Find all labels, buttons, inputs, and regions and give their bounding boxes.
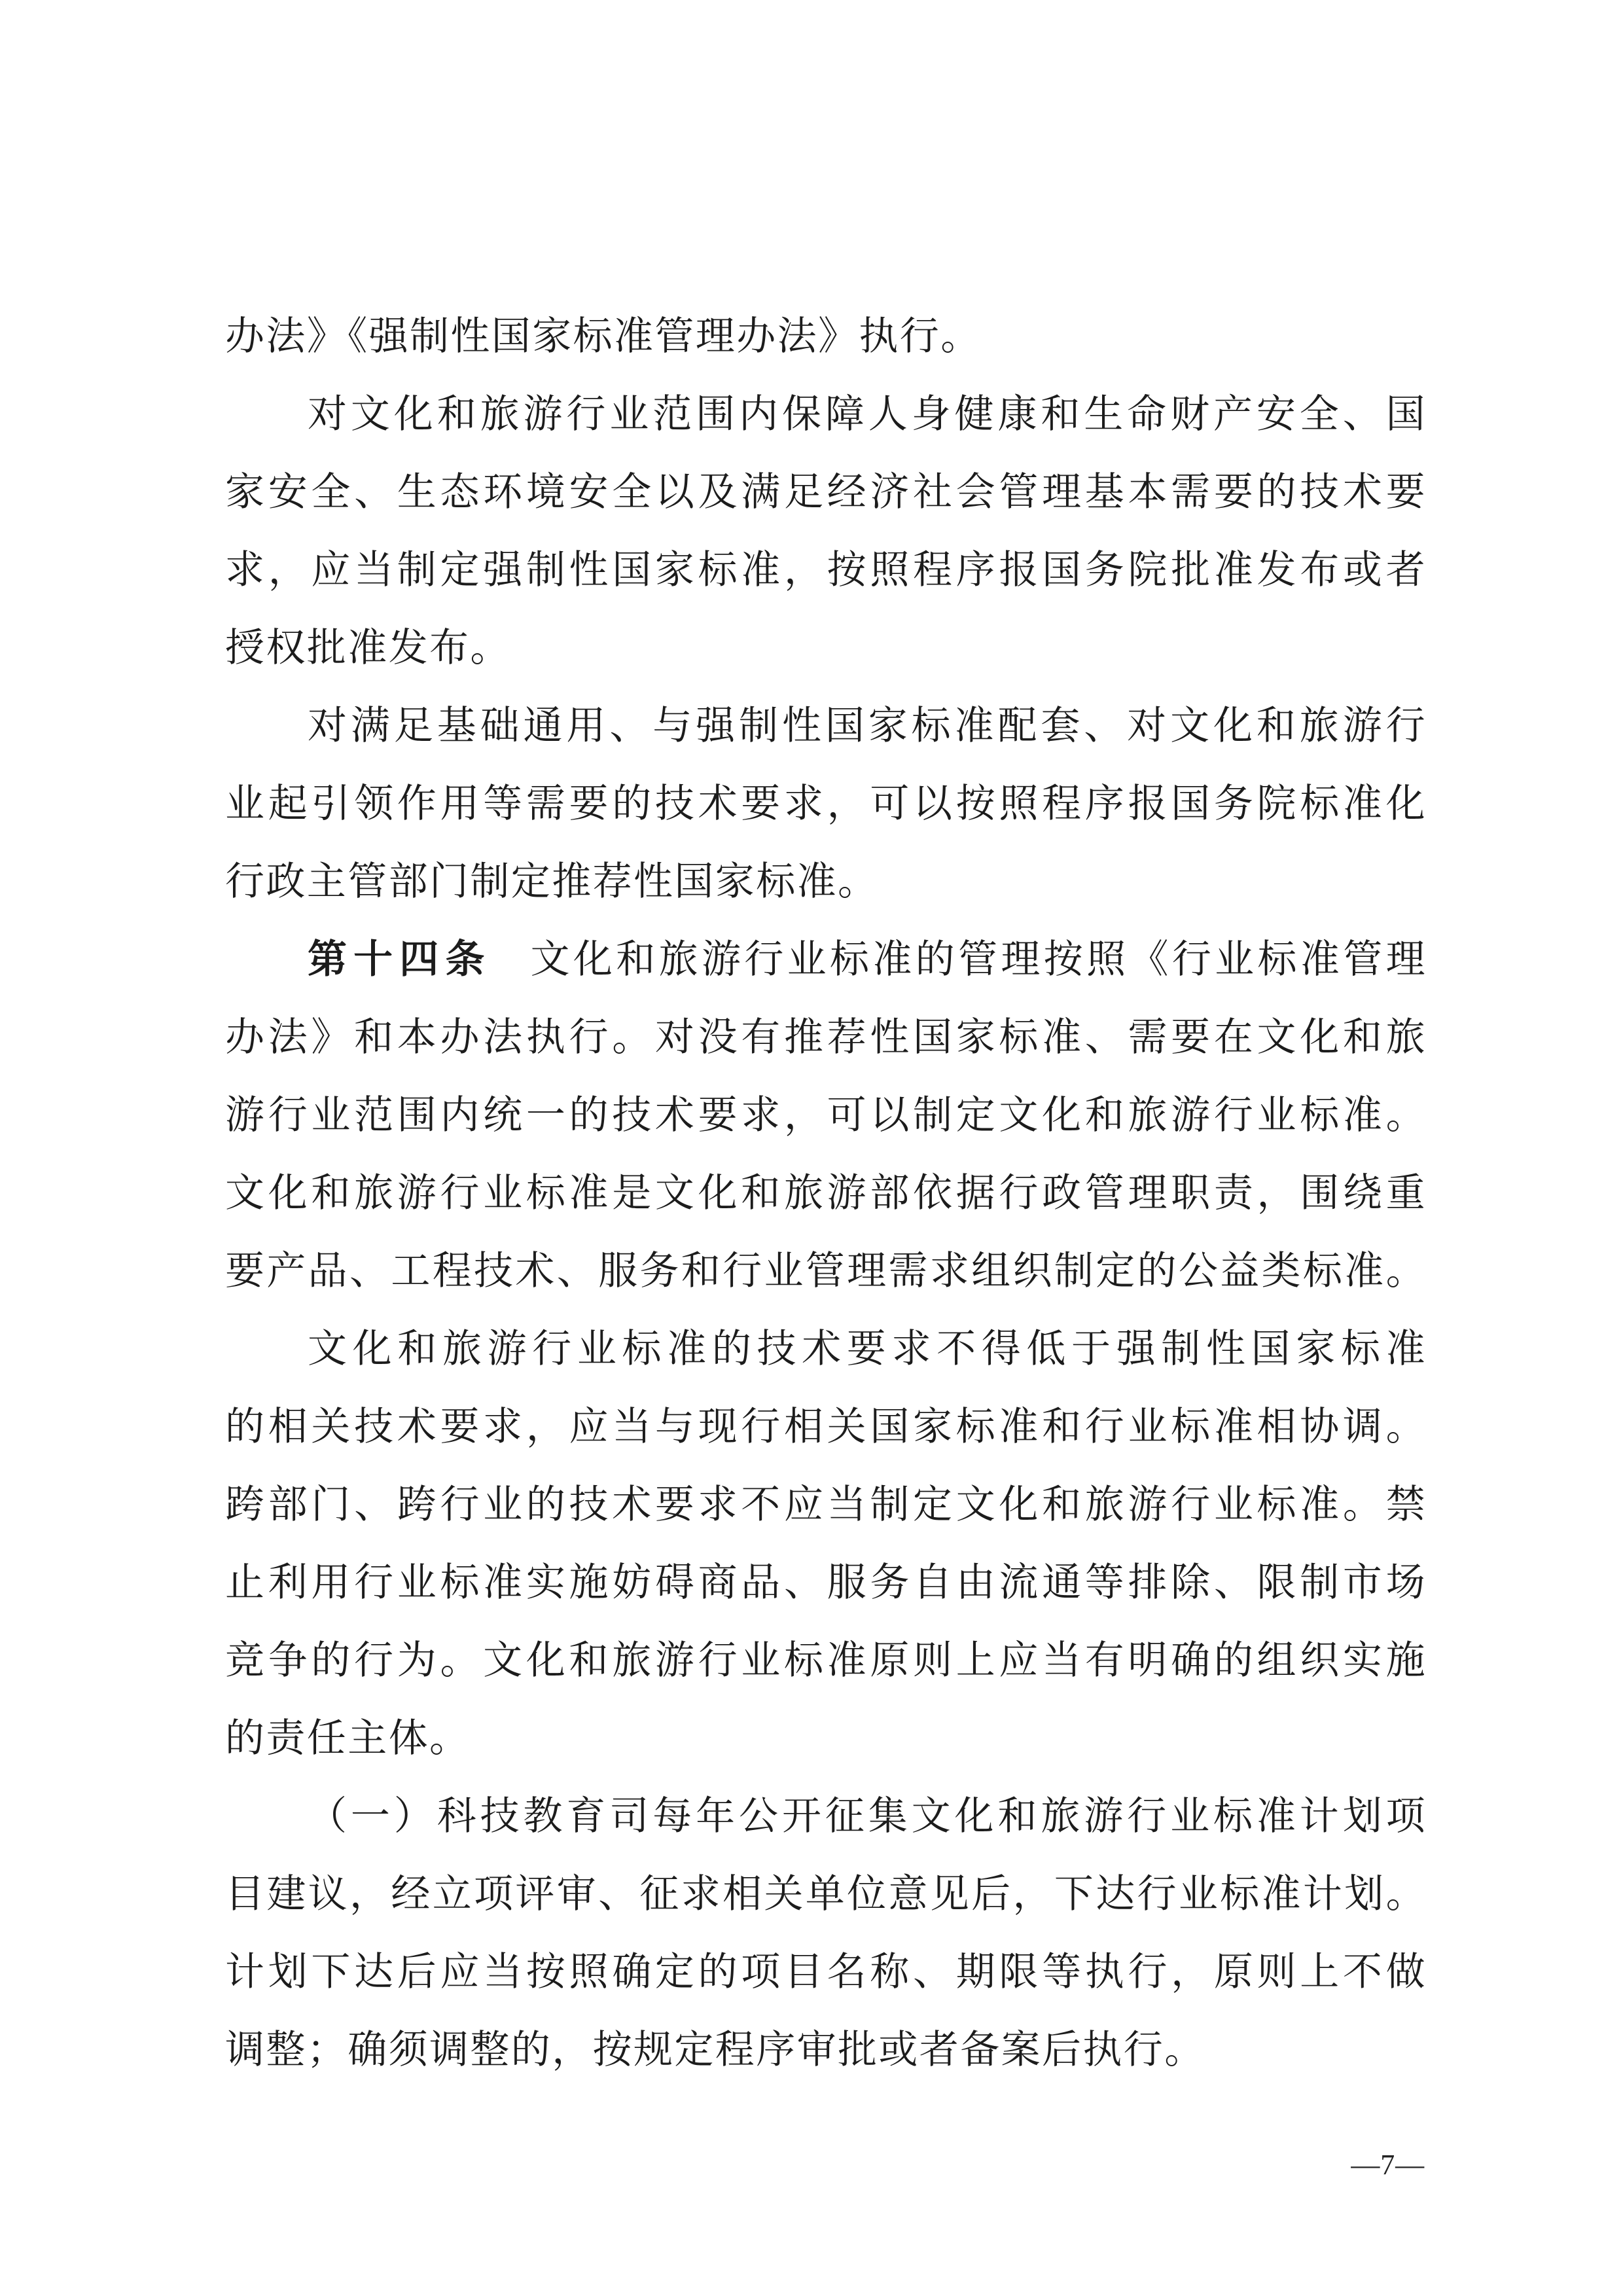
line-text: 授权批准发布。 [225,626,511,670]
text-line [225,843,1427,921]
line-text: 办法》和本办法执行。对没有推荐性国家标准、需要在文化和旅 [225,1016,1427,1059]
line-text: 文化和旅游行业标准是文化和旅游部依据行政管理职责，围绕重 [225,1172,1427,1215]
line-text: 求，应当制定强制性国家标准，按照程序报国务院批准发布或者 [225,548,1427,592]
line-text: 计划下达后应当按照确定的项目名称、期限等执行，原则上不做 [225,1950,1427,1994]
text-line [225,765,1427,843]
line-text: 止利用行业标准实施妨碍商品、服务自由流通等排除、限制市场 [225,1561,1427,1604]
text-line [225,1232,1427,1310]
page-number: —7— [1351,2149,1425,2181]
text-line [225,1388,1427,1466]
line-text: 行政主管部门制定推荐性国家标准。 [225,860,879,903]
document-body [225,298,1427,2089]
text-line [225,1622,1427,1700]
line-text: 的相关技术要求，应当与现行相关国家标准和行业标准相协调。 [225,1405,1427,1448]
text-line [225,376,1427,454]
line-text: 跨部门、跨行业的技术要求不应当制定文化和旅游行业标准。禁 [225,1483,1427,1526]
text-line [225,531,1427,609]
line-text: 对满足基础通用、与强制性国家标准配套、对文化和旅游行 [308,704,1427,747]
article-number: 第十四条 [308,938,491,981]
line-text: 游行业范围内统一的技术要求，可以制定文化和旅游行业标准。 [225,1094,1427,1137]
text-line [225,1544,1427,1622]
line-text: 办法》《强制性国家标准管理办法》执行。 [225,315,982,358]
text-line [225,1466,1427,1544]
text-line [225,1700,1427,1778]
line-text: 业起引领作用等需要的技术要求，可以按照程序报国务院标准化 [225,782,1427,825]
text-line [225,2011,1427,2089]
text-line [225,454,1427,531]
text-line [225,1856,1427,1933]
text-line [225,609,1427,687]
line-text: 对文化和旅游行业范围内保障人身健康和生命财产安全、国 [308,393,1427,436]
line-text: 的责任主体。 [225,1717,471,1760]
text-line [225,1933,1427,2011]
text-line [225,999,1427,1077]
text-line [225,1778,1427,1856]
line-text: 家安全、生态环境安全以及满足经济社会管理基本需要的技术要 [225,471,1427,514]
line-text: 竞争的行为。文化和旅游行业标准原则上应当有明确的组织实施 [225,1639,1427,1682]
line-text: 调整；确须调整的，按规定程序审批或者备案后执行。 [225,2028,1205,2072]
line-text: 目建议，经立项评审、征求相关单位意见后，下达行业标准计划。 [225,1873,1427,1916]
text-line [225,1155,1427,1232]
text-line [225,1310,1427,1388]
line-text: 文化和旅游行业标准的管理按照《行业标准管理 [528,938,1427,981]
text-line [225,298,1427,376]
line-text: 要产品、工程技术、服务和行业管理需求组织制定的公益类标准。 [225,1249,1427,1293]
text-line [225,1077,1427,1155]
line-text: 文化和旅游行业标准的技术要求不得低于强制性国家标准 [308,1327,1427,1371]
line-text: （一）科技教育司每年公开征集文化和旅游行业标准计划项 [308,1795,1427,1838]
text-line [225,921,1427,999]
text-line [225,687,1427,765]
